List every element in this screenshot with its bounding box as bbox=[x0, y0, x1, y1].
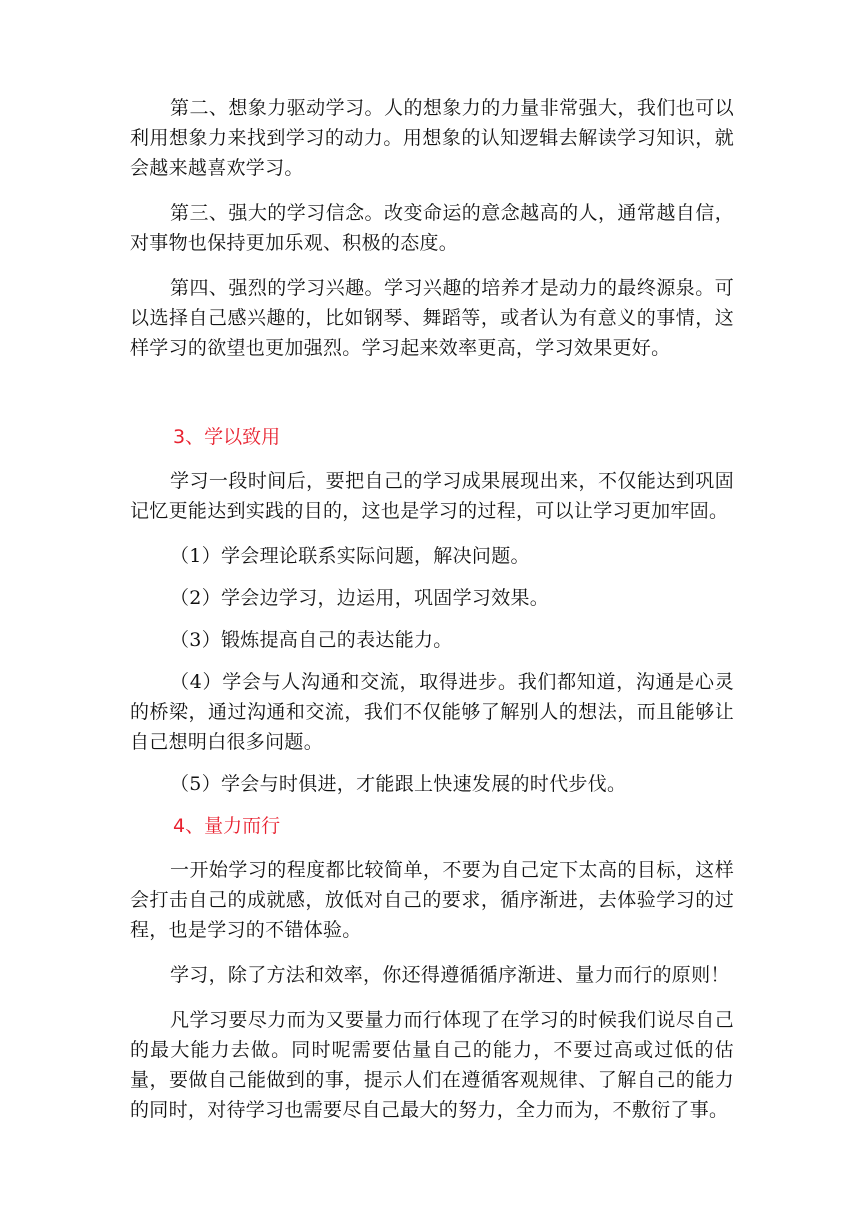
list-item-5: （5）学会与时俱进，才能跟上快速发展的时代步伐。 bbox=[170, 773, 627, 795]
list-item-2: （2）学会边学习，边运用，巩固学习效果。 bbox=[170, 587, 550, 609]
section-heading-apply: 3、学以致用 bbox=[173, 426, 281, 448]
paragraph-capacity-2: 学习，除了方法和效率，你还得遵循循序渐进、量力而行的原则！ bbox=[170, 964, 730, 986]
paragraph-belief: 第三、强大的学习信念。改变命运的意念越高的人，通常越自信，对事物也保持更加乐观、积极的态度。 bbox=[130, 202, 734, 254]
paragraph-imagination: 第二、想象力驱动学习。人的想象力的力量非常强大，我们也可以利用想象力来找到学习的动力。用想象的认知逻辑去解读学习知识，就会越来越喜欢学习。 bbox=[130, 97, 734, 179]
paragraph-capacity-3: 凡学习要尽力而为又要量力而行体现了在学习的时候我们说尽自己的最大能力去做。同时呢需要估量自己的能力，不要过高或过低的估量，要做自己能做到的事，提示人们在遵循客观规律、了解自己的能力的同时，对待学习也需要尽自己最大的努力，全力而为，不敷衍了事。 bbox=[130, 1009, 734, 1121]
list-item-3: （3）锻炼提高自己的表达能力。 bbox=[170, 629, 453, 651]
section-spacer bbox=[130, 378, 734, 422]
list-item-1: （1）学会理论联系实际问题，解决问题。 bbox=[170, 545, 530, 567]
list-item-4: （4）学会与人沟通和交流，取得进步。我们都知道，沟通是心灵的桥梁，通过沟通和交流，我们不仅能够了解别人的想法，而且能够让自己想明白很多问题。 bbox=[130, 671, 734, 753]
document-page bbox=[130, 93, 734, 1140]
section-heading-capacity: 4、量力而行 bbox=[173, 815, 281, 837]
paragraph-apply-intro: 学习一段时间后，要把自己的学习成果展现出来，不仅能达到巩固记忆更能达到实践的目的，这也是学习的过程，可以让学习更加牢固。 bbox=[130, 470, 734, 522]
paragraph-capacity-1: 一开始学习的程度都比较简单，不要为自己定下太高的目标，这样会打击自己的成就感，放低对自己的要求，循序渐进，去体验学习的过程，也是学习的不错体验。 bbox=[130, 859, 734, 941]
paragraph-interest: 第四、强烈的学习兴趣。学习兴趣的培养才是动力的最终源泉。可以选择自己感兴趣的，比如钢琴、舞蹈等，或者认为有意义的事情，这样学习的欲望也更加强烈。学习起来效率更高，学习效果更好。 bbox=[130, 277, 734, 359]
